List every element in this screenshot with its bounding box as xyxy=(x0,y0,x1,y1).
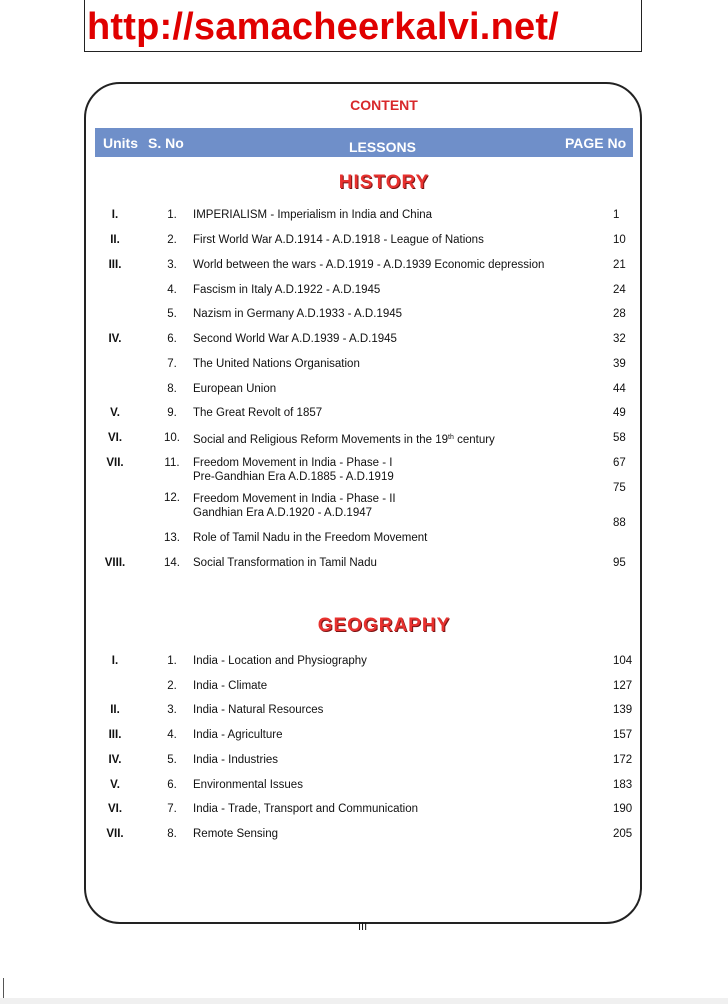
sno-cell: 7. xyxy=(167,358,177,370)
page-cell: 172 xyxy=(613,754,633,766)
unit-cell: I. xyxy=(111,655,119,667)
page-cell: 21 xyxy=(613,259,626,271)
url-banner xyxy=(84,0,642,52)
sno-cell: 2. xyxy=(167,234,177,246)
sno-cell: 2. xyxy=(167,680,177,692)
sno-cell: 14. xyxy=(164,557,180,569)
page-cell: 104 xyxy=(613,655,633,667)
unit-cell: IV. xyxy=(108,754,122,766)
page-cell: 67 xyxy=(613,457,626,469)
unit-cell: VII. xyxy=(106,828,124,840)
lesson-cell: World between the wars - A.D.1919 - A.D.1939 Economic depression xyxy=(193,259,545,271)
unit-cell: VI. xyxy=(107,432,123,444)
content-title: CONTENT xyxy=(350,97,418,113)
sno-cell: 1. xyxy=(167,209,177,221)
sno-cell: 10. xyxy=(164,432,180,444)
table-header xyxy=(95,128,633,157)
history-title: HISTORY xyxy=(338,172,430,193)
header-sno: S. No xyxy=(148,135,184,151)
sno-cell: 12. xyxy=(164,492,180,504)
sno-cell: 4. xyxy=(167,284,177,296)
sno-cell: 1. xyxy=(167,655,177,667)
lesson-cell xyxy=(193,431,495,447)
page-cell: 44 xyxy=(613,383,626,395)
page-cell: 139 xyxy=(613,704,633,716)
sno-cell: 8. xyxy=(167,383,177,395)
lesson-cell: The United Nations Organisation xyxy=(193,358,360,370)
header-lessons: LESSONS xyxy=(349,139,416,155)
page-cell: 75 xyxy=(613,482,626,494)
page-cell: 88 xyxy=(613,517,626,529)
lesson-text-tail: century xyxy=(453,434,495,446)
lesson-cell: India - Climate xyxy=(193,680,268,692)
lesson-cell: Fascism in Italy A.D.1922 - A.D.1945 xyxy=(193,284,381,296)
sno-cell: 7. xyxy=(167,803,177,815)
page-bottom-edge xyxy=(0,998,728,1004)
sno-cell: 5. xyxy=(167,754,177,766)
sno-cell: 3. xyxy=(167,259,177,271)
sno-cell: 13. xyxy=(164,532,180,544)
sno-cell: 4. xyxy=(167,729,177,741)
page-cell: 28 xyxy=(613,308,626,320)
unit-cell: V. xyxy=(110,407,120,419)
geography-title: GEOGRAPHY xyxy=(317,615,451,636)
lesson-cell: India - Natural Resources xyxy=(193,704,324,716)
lesson-cell: First World War A.D.1914 - A.D.1918 - League of Nations xyxy=(193,234,484,246)
lesson-cell: Environmental Issues xyxy=(193,779,303,791)
unit-cell: I. xyxy=(111,209,119,221)
lesson-cell: India - Industries xyxy=(193,754,279,766)
sno-cell: 11. xyxy=(164,457,180,469)
unit-cell: IV. xyxy=(108,333,122,345)
header-units: Units xyxy=(103,135,138,151)
sno-cell: 5. xyxy=(167,308,177,320)
unit-cell: VIII. xyxy=(104,557,126,569)
sno-cell: 9. xyxy=(167,407,177,419)
unit-cell: VII. xyxy=(106,457,124,469)
page-cell: 157 xyxy=(613,729,633,741)
page-cell: 1 xyxy=(613,209,620,221)
page-cell: 95 xyxy=(613,557,626,569)
page-cell: 24 xyxy=(613,284,626,296)
page-cell: 39 xyxy=(613,358,626,370)
lesson-cell: Freedom Movement in India - Phase - II xyxy=(193,493,396,505)
sno-cell: 6. xyxy=(167,779,177,791)
lesson-cell: India - Trade, Transport and Communication xyxy=(193,803,419,815)
lesson-text: Social and Religious Reform Movements in the 19 xyxy=(193,434,449,446)
page-cell: 190 xyxy=(613,803,633,815)
lesson-cell: European Union xyxy=(193,383,277,395)
lesson-cell: IMPERIALISM - Imperialism in India and China xyxy=(193,209,433,221)
lesson-cell: India - Location and Physiography xyxy=(193,655,367,667)
page-cell: 183 xyxy=(613,779,633,791)
unit-cell: II. xyxy=(110,704,120,716)
lesson-cell: India - Agriculture xyxy=(193,729,283,741)
lesson-cell: Social Transformation in Tamil Nadu xyxy=(193,557,377,569)
unit-cell: V. xyxy=(110,779,120,791)
lesson-cell: Freedom Movement in India - Phase - I xyxy=(193,457,393,469)
header-page: PAGE No xyxy=(565,135,627,151)
lesson-subline: Pre-Gandhian Era A.D.1885 - A.D.1919 xyxy=(193,471,394,483)
sno-cell: 3. xyxy=(167,704,177,716)
page-number: III xyxy=(358,921,368,933)
lesson-subline: Gandhian Era A.D.1920 - A.D.1947 xyxy=(193,507,373,519)
page-cell: 58 xyxy=(613,432,626,444)
unit-cell: VI. xyxy=(107,803,123,815)
sno-cell: 6. xyxy=(167,333,177,345)
source-url[interactable]: http://samacheerkalvi.net/ xyxy=(87,6,559,48)
page-cell: 205 xyxy=(613,828,633,840)
lesson-cell: Nazism in Germany A.D.1933 - A.D.1945 xyxy=(193,308,403,320)
page-cell: 32 xyxy=(613,333,626,345)
unit-cell: II. xyxy=(110,234,120,246)
unit-cell: III. xyxy=(108,259,122,271)
lesson-cell: Remote Sensing xyxy=(193,828,279,840)
lesson-cell: The Great Revolt of 1857 xyxy=(193,407,323,419)
unit-cell: III. xyxy=(108,729,122,741)
lesson-cell: Second World War A.D.1939 - A.D.1945 xyxy=(193,333,397,345)
lesson-cell: Role of Tamil Nadu in the Freedom Movement xyxy=(193,532,428,544)
page-cell: 49 xyxy=(613,407,626,419)
lesson-superscript: th xyxy=(448,434,454,441)
sno-cell: 8. xyxy=(167,828,177,840)
page-cell: 127 xyxy=(613,680,633,692)
page-cell: 10 xyxy=(613,234,626,246)
